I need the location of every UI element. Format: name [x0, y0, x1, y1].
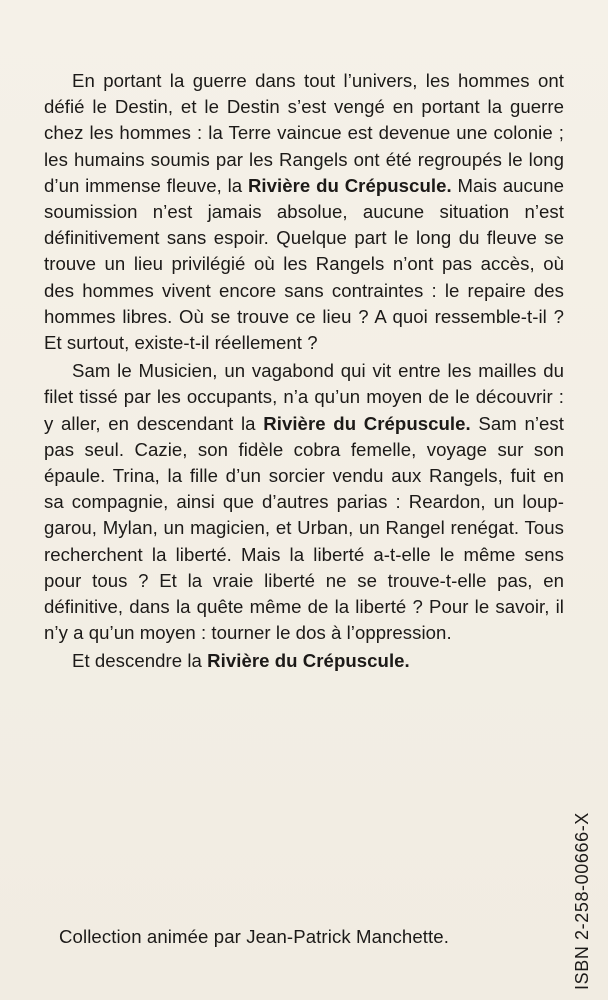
blurb-p2-text-a: Sam le Musicien, un vagabond qui vit entre les mailles du filet tissé par les occupants, n’a qu’un moyen de le découvrir : y aller, en descendant la: [44, 360, 564, 434]
title-mention: Rivière du Crépuscule.: [247, 174, 452, 196]
blurb-paragraph-3: [44, 648, 564, 674]
title-mention: Rivière du Crépuscule.: [207, 650, 410, 672]
blurb-paragraph-1: [44, 68, 564, 356]
blurb-p3-text-a: Et descendre la: [72, 650, 208, 672]
blurb-paragraph-2: [44, 358, 564, 646]
isbn-number: ISBN 2-258-00666-X: [572, 812, 592, 990]
blurb-text: [44, 68, 564, 675]
blurb-p2-text-c: Sam n’est pas seul. Cazie, son fidèle cobra femelle, voyage sur son épaule. Trina, la fille d’un sorcier vendu aux Rangels, fuit en sa compagnie, ainsi que d’autres parias : Reardon, un loup-garou, Mylan, un magicien, et Urban, un Rangel renégat. Tous recherchent la liberté. Mais la liberté a-t-elle le même sens pour tous ? Et la vraie liberté ne se trouve-t-elle pas, en définitive, dans la quête même de la liberté ? Pour le savoir, il n’y a qu’un moyen : tourner le dos à l’oppression.: [44, 412, 564, 644]
collection-credit: Collection animée par Jean-Patrick Manchette.: [59, 926, 449, 947]
blurb-p1-text-c: Mais aucune soumission n’est jamais absolue, aucune situation n’est définitivement sans espoir. Quelque part le long du fleuve se trouve un lieu privilégié où les Rangels n’ont pas accès, où des hommes vivent encore sans contraintes : le repaire des hommes libres. Où se trouve ce lieu ? A quoi ressemble-t-il ? Et surtout, existe-t-il réellement ?: [44, 174, 564, 354]
title-mention: Rivière du Crépuscule.: [263, 412, 471, 434]
blurb-p1-text-a: En portant la guerre dans tout l’univers, les hommes ont défié le Destin, et le Destin s’est vengé en portant la guerre chez les hommes : la Terre vaincue est devenue une colonie ; les humains soumis par les Rangels ont été regroupés le long d’un immense fleuve, la: [44, 70, 564, 196]
